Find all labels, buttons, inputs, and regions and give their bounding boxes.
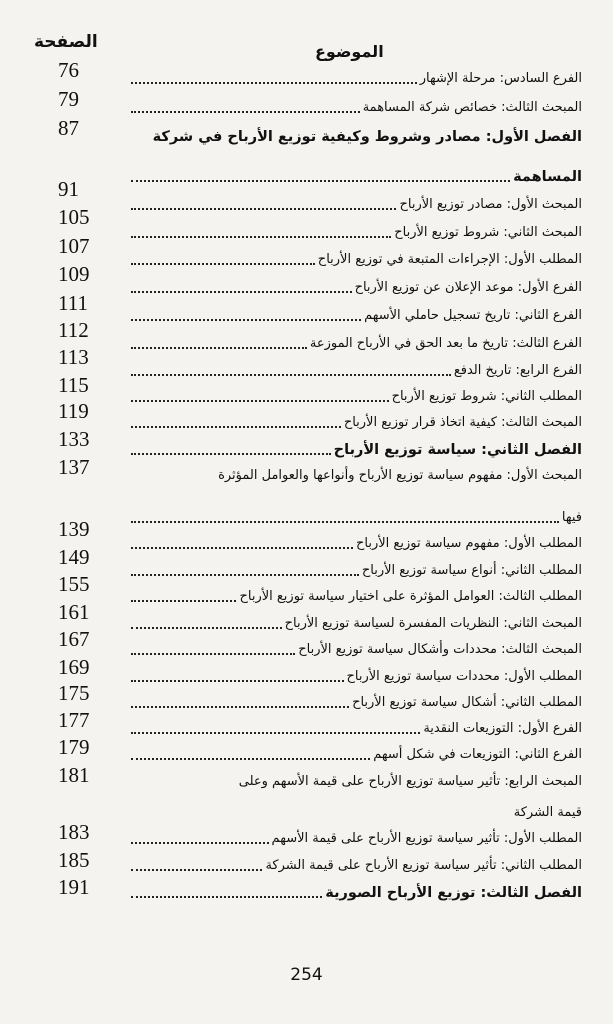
toc-entry-text: المطلب الأول: محددات سياسة توزيع الأرباح (346, 669, 582, 684)
toc-page-number: 181 (58, 763, 90, 787)
leader-dots (131, 867, 262, 871)
toc-entry (128, 95, 582, 117)
leader-dots (131, 372, 451, 376)
toc-entry-text: الفرع السادس: مرحلة الإشهار (419, 71, 582, 86)
toc-entry (128, 164, 582, 186)
toc-page-number: 185 (58, 848, 90, 872)
toc-entry (128, 690, 582, 712)
toc-page-number: 113 (58, 345, 89, 369)
leader-dots (131, 704, 349, 708)
toc-page-number: 177 (58, 708, 90, 732)
leader-dots (131, 398, 389, 402)
toc-entry-text: المبحث الثالث: محددات وأشكال سياسة توزيع الأرباح (298, 642, 582, 657)
toc-entry-text: المبحث الأول: مفهوم سياسة توزيع الأرباح وأنواعها والعوامل المؤثرة (218, 468, 582, 483)
leader-dots (131, 234, 391, 238)
toc-entry-text: الفرع الثاني: تاريخ تسجيل حاملي الأسهم (364, 308, 582, 323)
topic-column-header: الموضوع (315, 42, 384, 61)
toc-entry (128, 192, 582, 214)
toc-entry (128, 769, 582, 791)
toc-entry-text: المبحث الثالث: كيفية اتخاذ قرار توزيع الأرباح (343, 415, 582, 430)
toc-page-number: 179 (58, 735, 90, 759)
leader-dots (131, 545, 353, 549)
toc-entry (128, 611, 582, 633)
toc-entry (128, 124, 582, 146)
toc-entry (128, 331, 582, 353)
toc-entry-text: الفرع الأول: موعد الإعلان عن توزيع الأرباح (354, 280, 582, 295)
leader-dots (131, 840, 269, 844)
toc-entry-text: المطلب الثاني: أشكال سياسة توزيع الأرباح (352, 695, 582, 710)
leader-dots (131, 317, 361, 321)
toc-entry-text: الفرع الأول: التوزيعات النقدية (423, 721, 582, 736)
toc-entry-text: الفرع الرابع: تاريخ الدفع (453, 363, 582, 378)
leader-dots (131, 345, 307, 349)
toc-entry (128, 584, 582, 606)
page-number-footer: 254 (290, 965, 323, 985)
toc-page-number: 191 (58, 875, 90, 899)
toc-entry (128, 505, 582, 527)
toc-entry (128, 410, 582, 432)
toc-entry (128, 558, 582, 580)
toc-page-number: 169 (58, 655, 90, 679)
leader-dots (131, 625, 282, 629)
toc-page-number: 139 (58, 517, 90, 541)
leader-dots (131, 756, 370, 760)
toc-entry-text: المبحث الأول: مصادر توزيع الأرباح (399, 197, 582, 212)
toc-entry (128, 826, 582, 848)
toc-entry-text: المبحث الرابع: تأثير سياسة توزيع الأرباح على قيمة الأسهم وعلى (238, 774, 582, 789)
toc-entry (128, 742, 582, 764)
leader-dots (131, 519, 559, 523)
toc-entry (128, 303, 582, 325)
toc-entry (128, 247, 582, 269)
toc-entry-text: فيها (561, 510, 582, 525)
toc-page-number: 183 (58, 820, 90, 844)
toc-page-number: 175 (58, 681, 90, 705)
leader-dots (131, 80, 417, 84)
toc-entry (128, 853, 582, 875)
leader-dots (131, 289, 352, 293)
toc-page-number: 161 (58, 600, 90, 624)
toc-page-number: 105 (58, 205, 90, 229)
toc-entry (128, 275, 582, 297)
toc-entry-text: المطلب الأول: الإجراءات المتبعة في توزيع الأرباح (317, 252, 582, 267)
toc-entry (128, 437, 582, 459)
toc-entry-text: المساهمة (513, 169, 582, 185)
toc-entry-text: الفرع الثاني: التوزيعات في شكل أسهم (373, 747, 582, 762)
toc-entry-text: المطلب الثاني: أنواع سياسة توزيع الأرباح (361, 563, 582, 578)
toc-entry-text: المطلب الثالث: العوامل المؤثرة على اختيار سياسة توزيع الأرباح (239, 589, 582, 604)
toc-entry (128, 358, 582, 380)
toc-entry-text: المبحث الثالث: خصائص شركة المساهمة (362, 100, 582, 115)
toc-entry (128, 531, 582, 553)
page-column-header: الصفحة (34, 32, 98, 52)
toc-entry-text: المطلب الأول: تأثير سياسة توزيع الأرباح على قيمة الأسهم (271, 831, 582, 846)
toc-entry (128, 800, 582, 822)
toc-page-number: 119 (58, 399, 89, 423)
toc-page-number: 112 (58, 318, 89, 342)
leader-dots (131, 109, 360, 113)
toc-page-number: 137 (58, 455, 90, 479)
toc-entry (128, 463, 582, 485)
leader-dots (131, 651, 295, 655)
toc-page-number: 91 (58, 177, 79, 201)
leader-dots (131, 178, 510, 182)
toc-entry-text: المطلب الأول: مفهوم سياسة توزيع الأرباح (356, 536, 582, 551)
toc-entry (128, 66, 582, 88)
leader-dots (131, 424, 341, 428)
toc-entry-text: المطلب الثاني: شروط توزيع الأرباح (391, 389, 582, 404)
toc-page-number: 76 (58, 58, 79, 82)
toc-page-number: 155 (58, 572, 90, 596)
toc-page-number: 79 (58, 87, 79, 111)
toc-page-number: 149 (58, 545, 90, 569)
toc-entry-text: الفصل الثالث: توزيع الأرباح الصورية (325, 885, 582, 901)
toc-entry (128, 716, 582, 738)
toc-page-number: 133 (58, 427, 90, 451)
toc-page-number: 111 (58, 291, 88, 315)
leader-dots (131, 678, 344, 682)
leader-dots (131, 598, 236, 602)
leader-dots (131, 206, 396, 210)
leader-dots (131, 730, 420, 734)
toc-page-number: 115 (58, 373, 89, 397)
leader-dots (131, 261, 315, 265)
toc-entry (128, 664, 582, 686)
toc-entry-text: المبحث الثاني: شروط توزيع الأرباح (394, 225, 582, 240)
toc-page-number: 107 (58, 234, 90, 258)
leader-dots (131, 894, 322, 898)
toc-entry (128, 220, 582, 242)
toc-entry-text: المبحث الثاني: النظريات المفسرة لسياسة توزيع الأرباح (284, 616, 582, 631)
toc-entry-text: الفصل الثاني: سياسة توزيع الأرباح (333, 442, 582, 458)
toc-entry-text: قيمة الشركة (513, 805, 582, 820)
toc-page-number: 109 (58, 262, 90, 286)
toc-entry (128, 880, 582, 902)
toc-page-number: 87 (58, 116, 79, 140)
toc-entry-text: الفرع الثالث: تاريخ ما بعد الحق في الأرباح الموزعة (309, 336, 582, 351)
toc-entry-text: الفصل الأول: مصادر وشروط وكيفية توزيع الأرباح في شركة (152, 129, 582, 145)
toc-entry (128, 637, 582, 659)
toc-page-number: 167 (58, 627, 90, 651)
leader-dots (131, 572, 359, 576)
leader-dots (131, 451, 331, 455)
toc-entry (128, 384, 582, 406)
toc-entry-text: المطلب الثاني: تأثير سياسة توزيع الأرباح على قيمة الشركة (265, 858, 582, 873)
